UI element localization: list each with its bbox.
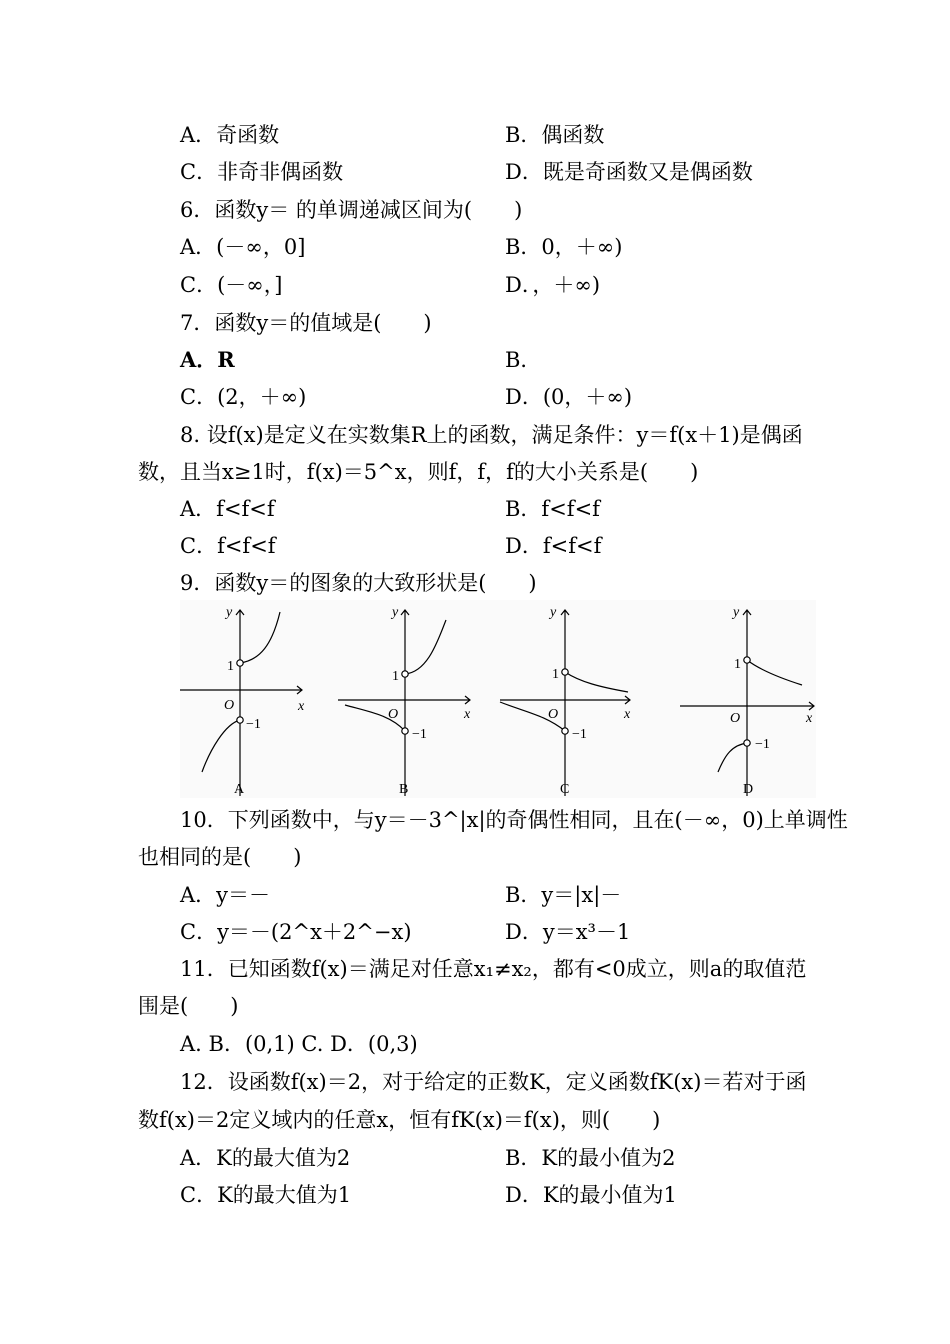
q9-stem: 9．函数y＝的图象的大致形状是( ) [180, 571, 537, 595]
q12-option-b: B．K的最小值为2 [505, 1146, 676, 1170]
graph-a-y-label: y [226, 605, 233, 620]
graph-d-label: D [743, 782, 754, 797]
graph-b-y-label: y [392, 605, 399, 620]
graph-c-tick-neg: −1 [572, 727, 587, 742]
graph-a-tick-neg: −1 [246, 717, 261, 732]
q10-option-d: D．y＝x³－1 [505, 920, 631, 944]
q8-stem-line2: 数，且当x≥1时，f(x)＝5^x，则f，f，f的大小关系是( ) [138, 460, 699, 484]
q5-option-b: B．偶函数 [505, 123, 605, 147]
graph-b-x-label: x [464, 707, 471, 722]
q10-option-a: A．y＝－ [180, 883, 271, 907]
graph-c-label: C [560, 782, 570, 797]
graph-c-tick-pos: 1 [552, 667, 559, 682]
graph-d-tick-pos: 1 [734, 657, 741, 672]
q8-option-a: A．f<f<f [180, 497, 275, 521]
q10-stem-line1: 10．下列函数中，与y＝－3^|x|的奇偶性相同，且在(－∞，0)上单调性 [180, 808, 848, 832]
graph-b-tick-neg: −1 [412, 727, 427, 742]
q7-option-b: B． [505, 348, 542, 372]
q6-stem: 6．函数y＝ 的单调递减区间为( ) [180, 198, 523, 222]
q6-option-a: A．(－∞，0] [180, 235, 306, 259]
graph-b-tick-pos: 1 [392, 669, 399, 684]
q12-stem-line1: 12．设函数f(x)＝2，对于给定的正数K，定义函数fK(x)＝若对于函 [180, 1070, 807, 1094]
q12-option-a: A．K的最大值为2 [180, 1146, 351, 1170]
graph-d-x-label: x [806, 711, 813, 726]
q8-option-b: B．f<f<f [505, 497, 600, 521]
q10-option-c: C．y＝－(2^x＋2^−x) [180, 920, 412, 944]
q8-option-c: C．f<f<f [180, 534, 276, 558]
q6-option-b: B．0，＋∞) [505, 235, 623, 259]
q6-option-d: D．，＋∞) [505, 273, 601, 297]
graph-c-y-label: y [550, 605, 557, 620]
graph-a-tick-pos: 1 [227, 659, 234, 674]
graph-d-tick-neg: −1 [755, 737, 770, 752]
q10-option-b: B．y＝|x|－ [505, 883, 622, 907]
graph-d-y-label: y [733, 605, 740, 620]
q8-stem-line1: 8. 设f(x)是定义在实数集R上的函数，满足条件：y＝f(x＋1)是偶函 [180, 423, 803, 447]
q9-graphs-figure [180, 600, 816, 798]
q12-stem-line2: 数f(x)＝2定义域内的任意x，恒有fK(x)＝f(x)，则( ) [138, 1108, 661, 1132]
q12-option-d: D．K的最小值为1 [505, 1183, 677, 1207]
graph-a-label: A [234, 782, 245, 797]
graph-d-origin: O [730, 711, 741, 726]
graph-c-origin: O [548, 707, 559, 722]
q8-option-d: D．f<f<f [505, 534, 602, 558]
q5-option-a: A．奇函数 [180, 123, 280, 147]
graph-a-x-label: x [298, 699, 305, 714]
q11-stem-line1: 11．已知函数f(x)＝满足对任意x₁≠x₂，都有<0成立，则a的取值范 [180, 957, 807, 981]
graph-a-origin: O [224, 698, 235, 713]
q6-option-c: C．(－∞，] [180, 273, 283, 297]
q10-stem-line2: 也相同的是( ) [138, 845, 302, 869]
q5-option-c: C．非奇非偶函数 [180, 160, 344, 184]
q7-stem: 7．函数y＝的值域是( ) [180, 311, 432, 335]
q7-option-a: A．R [180, 347, 235, 372]
q11-stem-line2: 围是( ) [138, 994, 239, 1018]
graph-c-x-label: x [624, 707, 631, 722]
graph-b-label: B [399, 782, 409, 797]
q5-option-d: D．既是奇函数又是偶函数 [505, 160, 753, 184]
q12-option-c: C．K的最大值为1 [180, 1183, 352, 1207]
q7-option-c: C．(2，＋∞) [180, 385, 307, 409]
q11-options: A. B．(0,1) C. D．(0,3) [180, 1032, 418, 1056]
graph-b-origin: O [388, 707, 399, 722]
q7-option-d: D．(0，＋∞) [505, 385, 633, 409]
